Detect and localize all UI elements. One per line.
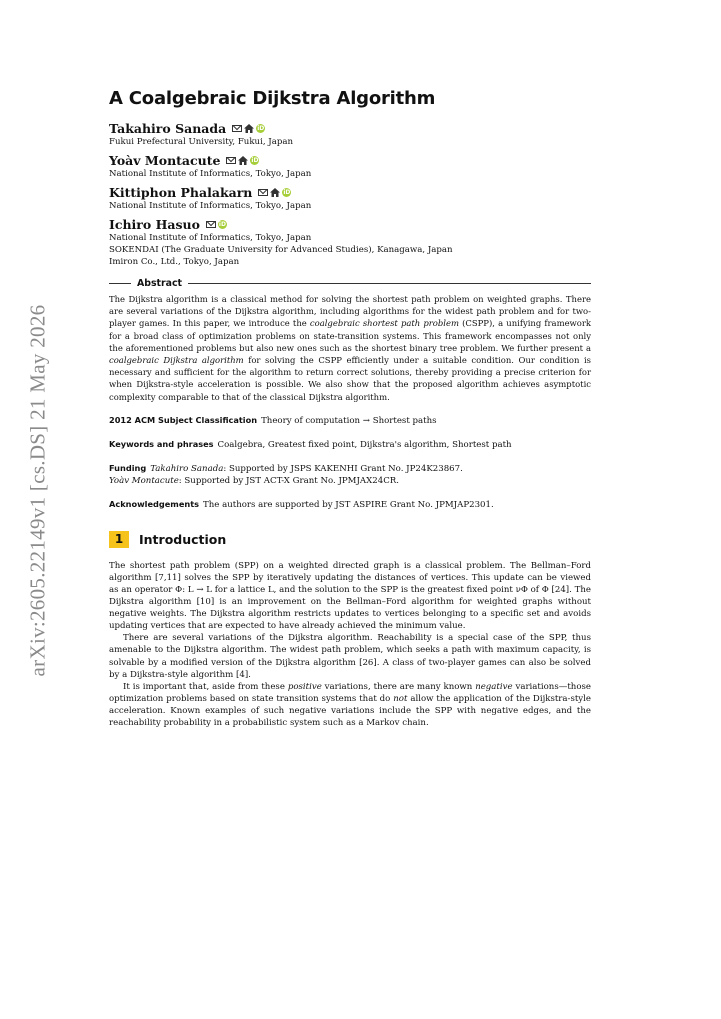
mail-icon[interactable]	[232, 125, 242, 132]
acknowledgements-value: The authors are supported by JST ASPIRE Grant No. JPMJAP2301.	[203, 499, 494, 510]
arxiv-identifier: arXiv:2605.22149v1 [cs.DS] 21 May 2026	[25, 304, 50, 676]
affiliation: National Institute of Informatics, Tokyo, Japan	[109, 233, 312, 243]
mail-icon[interactable]	[206, 221, 216, 228]
funding-name: Takahiro Sanada	[150, 463, 224, 474]
author-block	[109, 121, 591, 148]
arxiv-sidebar	[18, 300, 58, 680]
orcid-icon[interactable]: iD	[257, 125, 265, 132]
home-icon[interactable]	[270, 188, 280, 197]
orcid-icon[interactable]: iD	[283, 189, 291, 196]
abstract-label: Abstract	[137, 278, 183, 289]
paper-content	[109, 88, 591, 729]
funding-text: : Supported by JST ACT-X Grant No. JPMJAX24CR.	[178, 475, 399, 486]
divider	[109, 283, 131, 284]
orcid-icon[interactable]: iD	[218, 221, 226, 228]
author-block	[109, 185, 591, 212]
mail-icon[interactable]	[258, 189, 268, 196]
section-title: Introduction	[139, 531, 227, 547]
author-block	[109, 217, 591, 268]
author-name: Yoàv Montacute	[109, 153, 221, 168]
acm-classification	[109, 414, 591, 427]
abstract-text: The Dijkstra algorithm is a classical method for solving the shortest path problem on weighted graphs. There are several variations of the Dijkstra algorithm, including algorithms for the widest path problem and for two-player games. In this paper, we introduce the coalgebraic shortest path problem (CSPP), a unifying framework for a broad class of optimization problems on state-transition systems. This framework encompasses not only the aforementioned problems but also new ones such as the shortest binary tree problem. We further present a coalgebraic Dijkstra algorithm for solving the CSPP efficiently under a suitable condition. Our condition is necessary and sufficient for the algorithm to return correct solutions, thereby providing a precise criterion for when Dijkstra-style acceleration is possible. We also show that the proposed algorithm achieves asymptotic complexity comparable to that of the classical Dijkstra algorithm.	[109, 294, 592, 402]
keywords	[109, 438, 591, 451]
mail-icon[interactable]	[226, 157, 236, 164]
intro-paragraph: It is important that, aside from these positive variations, there are many known negative variations—those optimization problems based on state transition systems that do not allow the application of the Dijkstra-style acceleration. Known examples of such negative variations include the SPP with negative edges, and the reachability probability in a probabilistic system such as a Markov chain.	[109, 681, 591, 729]
funding-label: Funding	[109, 462, 147, 473]
abstract-header	[109, 278, 591, 289]
affiliation: Imiron Co., Ltd., Tokyo, Japan	[109, 257, 240, 267]
acknowledgements-label: Acknowledgements	[109, 498, 199, 509]
affiliation: SOKENDAI (The Graduate University for Advanced Studies), Kanagawa, Japan	[109, 245, 453, 255]
orcid-icon[interactable]: iD	[251, 157, 259, 164]
affiliation: National Institute of Informatics, Tokyo, Japan	[109, 169, 312, 179]
home-icon[interactable]	[238, 156, 248, 165]
affiliation: National Institute of Informatics, Tokyo, Japan	[109, 201, 312, 211]
section-number: 1	[109, 531, 129, 548]
intro-paragraph: The shortest path problem (SPP) on a weighted directed graph is a classical problem. The Bellman–Ford algorithm [7,11] solves the SPP by iteratively updating the distances of vertices. This update can be viewed as an operator Φ: L → L for a lattice L, and the solution to the SPP is the greatest fixed point νΦ of Φ [24]. The Dijkstra algorithm [10] is an improvement on the Bellman–Ford algorithm for weighted graphs without negative weights. The Dijkstra algorithm restricts updates to vertices belonging to a specific set and avoids updating vertices that are expected to have already achieved the minimum value.	[109, 560, 591, 632]
funding	[109, 462, 591, 487]
acm-label: 2012 ACM Subject Classification	[109, 414, 258, 425]
acknowledgements	[109, 498, 591, 511]
funding-text: : Supported by JSPS KAKENHI Grant No. JP24K23867.	[223, 463, 463, 474]
keywords-value: Coalgebra, Greatest fixed point, Dijkstra's algorithm, Shortest path	[217, 439, 512, 450]
author-name: Ichiro Hasuo	[109, 217, 200, 232]
section-heading	[109, 531, 591, 548]
author-name: Kittiphon Phalakarn	[109, 185, 253, 200]
paper-title: A Coalgebraic Dijkstra Algorithm	[109, 88, 436, 109]
affiliation: Fukui Prefectural University, Fukui, Japan	[109, 137, 294, 147]
acm-value: Theory of computation → Shortest paths	[261, 415, 437, 426]
intro-paragraph: There are several variations of the Dijkstra algorithm. Reachability is a special case of the SPP, thus amenable to the Dijkstra algorithm. The widest path problem, which seeks a path with maximum capacity, is solvable by a modified version of the Dijkstra algorithm [26]. A class of two-player games can also be solved by a Dijkstra-style algorithm [4].	[109, 633, 591, 680]
funding-name: Yoàv Montacute	[109, 475, 179, 486]
author-name: Takahiro Sanada	[109, 121, 227, 136]
author-block	[109, 153, 591, 180]
home-icon[interactable]	[244, 124, 254, 133]
divider	[188, 283, 591, 284]
keywords-label: Keywords and phrases	[109, 438, 214, 449]
